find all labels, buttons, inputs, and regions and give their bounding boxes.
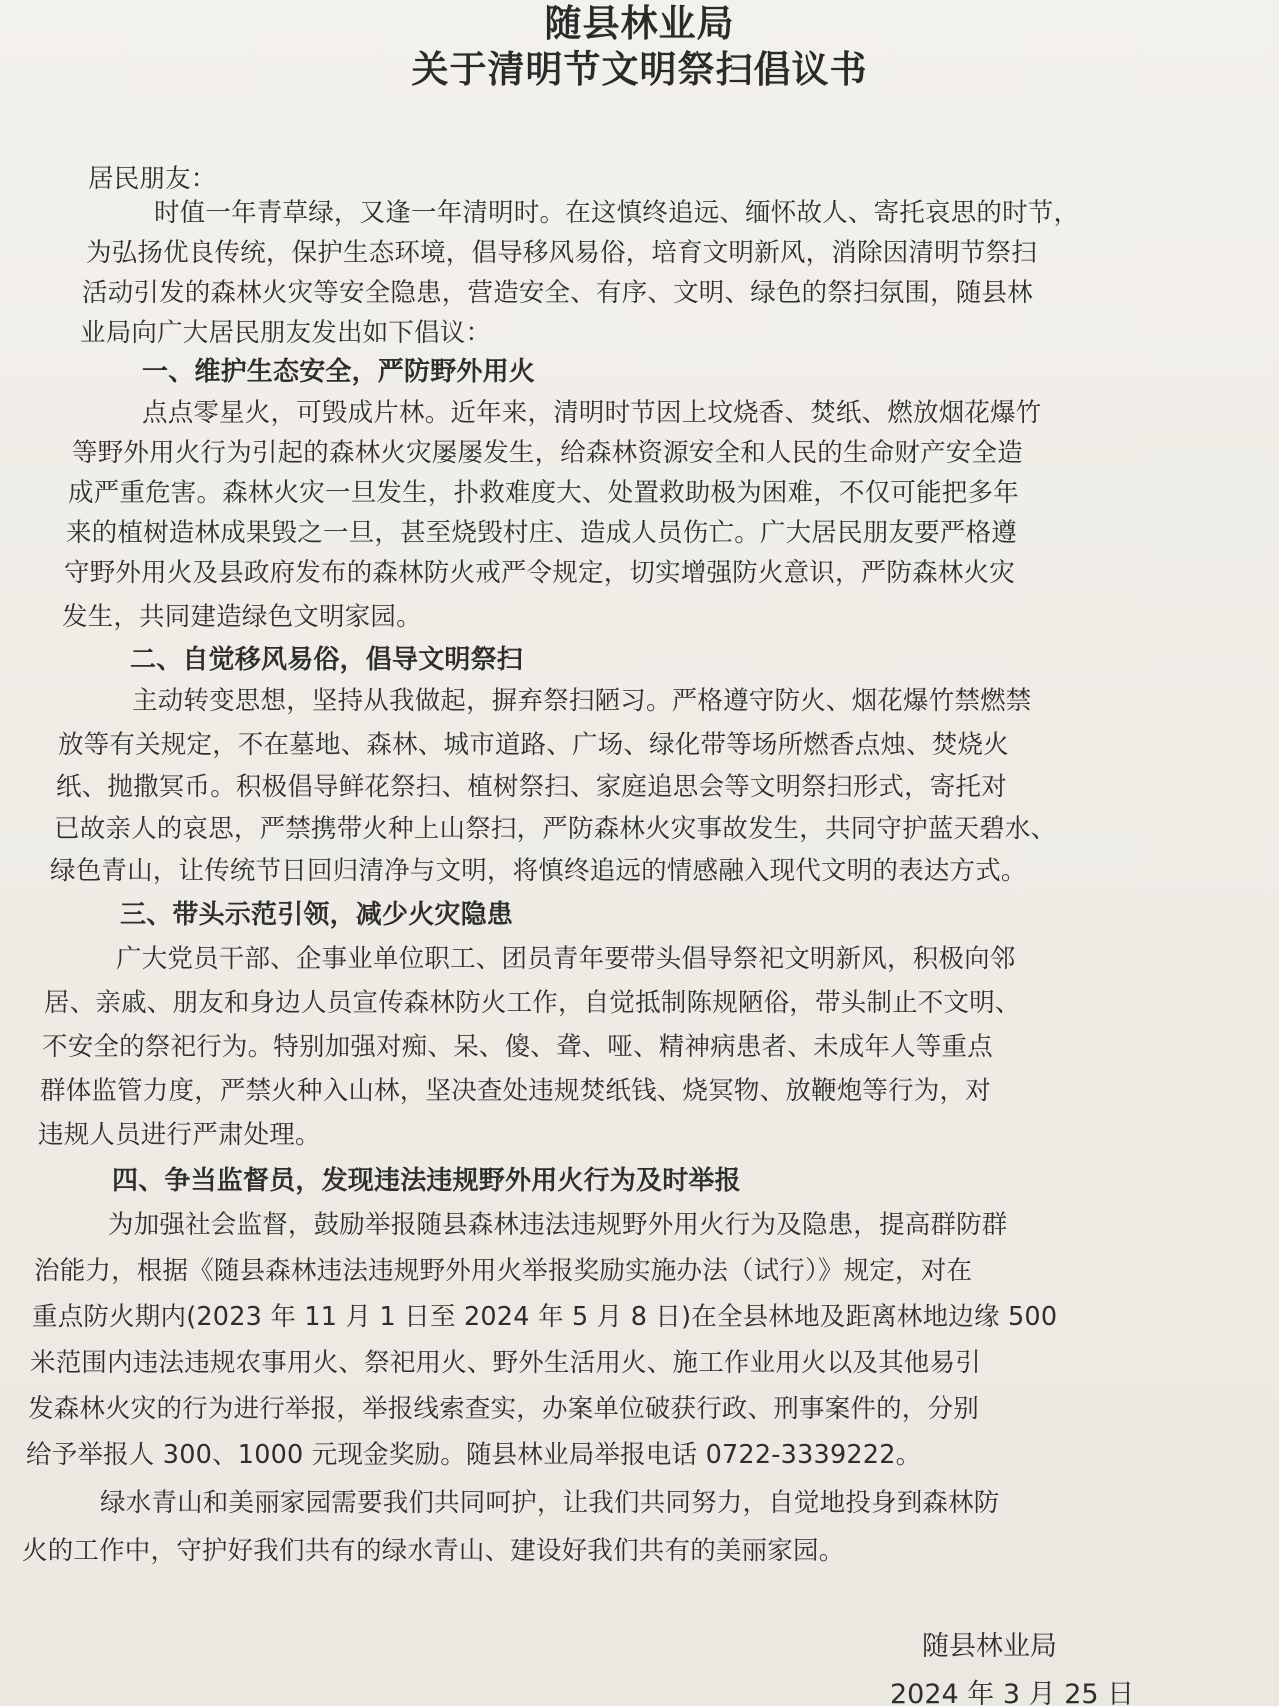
- intro-line-2: 为弘扬优良传统，保护生态环境，倡导移风易俗，培育文明新风，消除因清明节祭扫: [86, 238, 1037, 268]
- section-3-line: 广大党员干部、企事业单位职工、团员青年要带头倡导祭祀文明新风，积极向邻: [116, 944, 1016, 974]
- section-3-line: 不安全的祭祀行为。特别加强对痴、呆、傻、聋、哑、精神病患者、未成年人等重点: [42, 1032, 993, 1062]
- section-1-line: 等野外用火行为引起的森林火灾屡屡发生，给森林资源安全和人民的生命财产安全造: [72, 438, 1023, 468]
- section-3-line: 居、亲戚、朋友和身边人员宣传森林防火工作，自觉抵制陈规陋俗，带头制止不文明、: [44, 988, 1021, 1018]
- section-4-heading: 四、争当监督员，发现违法违规野外用火行为及时举报: [112, 1166, 741, 1196]
- section-4-line: 重点防火期内(2023 年 11 月 1 日至 2024 年 5 月 8 日)在全县林地及距离林地边缘 500: [32, 1302, 1058, 1332]
- section-2-line: 主动转变思想，坚持从我做起，摒弃祭扫陋习。严格遵守防火、烟花爆竹禁燃禁: [132, 686, 1032, 716]
- section-4-line: 治能力，根据《随县森林违法违规野外用火举报奖励实施办法（试行）》规定，对在: [34, 1256, 973, 1286]
- section-1-line: 守野外用火及县政府发布的森林防火戒严令规定，切实增强防火意识，严防森林火灾: [64, 558, 1015, 588]
- closing-line: 绿水青山和美丽家园需要我们共同呵护，让我们共同努力，自觉地投身到森林防: [100, 1488, 1000, 1518]
- section-2-line: 绿色青山，让传统节日回归清净与文明，将慎终追远的情感融入现代文明的表达方式。: [50, 856, 1027, 886]
- document-title: 关于清明节文明祭扫倡议书: [411, 48, 868, 91]
- section-2-line: 纸、抛撒冥币。积极倡导鲜花祭扫、植树祭扫、家庭追思会等文明祭扫形式，寄托对: [56, 772, 1007, 802]
- intro-line-1: 时值一年青草绿，又逢一年清明时。在这慎终追远、缅怀故人、寄托哀思的时节，: [154, 198, 1080, 228]
- greeting: 居民朋友：: [88, 164, 217, 194]
- closing-line: 火的工作中，守护好我们共有的绿水青山、建设好我们共有的美丽家园。: [22, 1536, 845, 1566]
- section-3-line: 群体监管力度，严禁火种入山林，坚决查处违规焚纸钱、烧冥物、放鞭炮等行为，对: [40, 1076, 991, 1106]
- section-4-line: 米范围内违法违规农事用火、祭祀用火、野外生活用火、施工作业用火以及其他易引: [30, 1348, 981, 1378]
- section-1-line: 成严重危害。森林火灾一旦发生，扑救难度大、处置救助极为困难，不仅可能把多年: [68, 478, 1019, 508]
- section-2-heading: 二、自觉移风易俗，倡导文明祭扫: [130, 645, 524, 675]
- section-1-line: 点点零星火，可毁成片林。近年来，清明时节因上坟烧香、焚纸、燃放烟花爆竹: [142, 398, 1042, 428]
- section-1-line: 发生，共同建造绿色文明家园。: [62, 602, 422, 632]
- signature-org: 随县林业局: [922, 1631, 1057, 1662]
- signature-date: 2024 年 3 月 25 日: [890, 1679, 1135, 1706]
- section-4-line: 发森林火灾的行为进行举报，举报线索查实，办案单位破获行政、刑事案件的，分别: [28, 1394, 979, 1424]
- section-4-line: 给予举报人 300、1000 元现金奖励。随县林业局举报电话 0722-3339222。: [26, 1440, 922, 1470]
- section-4-line: 为加强社会监督，鼓励举报随县森林违法违规野外用火行为及隐患，提高群防群: [108, 1210, 1008, 1240]
- section-1-heading: 一、维护生态安全，严防野外用火: [142, 357, 536, 387]
- document-title-org: 随县林业局: [544, 2, 735, 45]
- section-2-line: 放等有关规定，不在墓地、森林、城市道路、广场、绿化带等场所燃香点烛、焚烧火: [58, 730, 1009, 760]
- intro-line-4: 业局向广大居民朋友发出如下倡议：: [80, 318, 492, 348]
- section-2-line: 已故亲人的哀思，严禁携带火种上山祭扫，严防森林火灾事故发生，共同守护蓝天碧水、: [54, 814, 1057, 844]
- section-3-line: 违规人员进行严肃处理。: [38, 1120, 321, 1150]
- intro-line-3: 活动引发的森林火灾等安全隐患，营造安全、有序、文明、绿色的祭扫氛围，随县林: [82, 278, 1033, 308]
- section-3-heading: 三、带头示范引领，减少火灾隐患: [120, 900, 514, 930]
- section-1-line: 来的植树造林成果毁之一旦，甚至烧毁村庄、造成人员伤亡。广大居民朋友要严格遵: [66, 518, 1017, 548]
